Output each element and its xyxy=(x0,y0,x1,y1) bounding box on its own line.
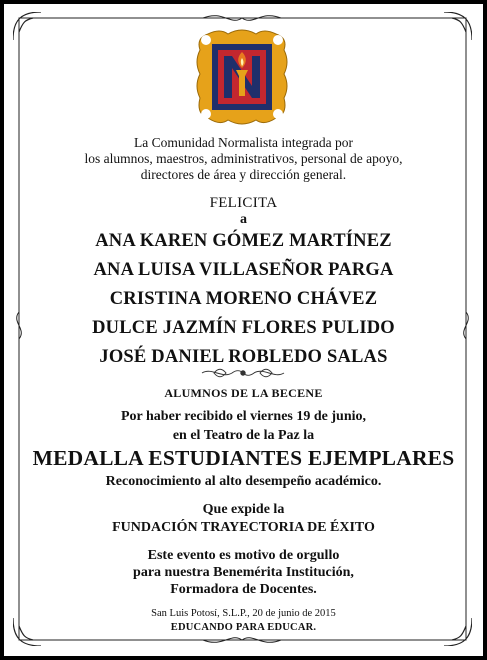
felicita-heading: FELICITA xyxy=(209,195,278,211)
announcement-page xyxy=(4,4,483,656)
intro-line-3: directores de área y dirección general. xyxy=(140,167,347,182)
honoree-name: JOSÉ DANIEL ROBLEDO SALAS xyxy=(99,347,388,367)
honoree-name: CRISTINA MORENO CHÁVEZ xyxy=(109,289,378,309)
closing-line-1: Este evento es motivo de orgullo xyxy=(147,548,340,563)
intro-line-1: La Comunidad Normalista integrada por xyxy=(134,135,353,150)
honoree-name: ANA KAREN GÓMEZ MARTÍNEZ xyxy=(95,231,392,251)
reason-line-2: en el Teatro de la Paz la xyxy=(172,428,315,443)
intro-line-2: los alumnos, maestros, administrativos, personal de apoyo, xyxy=(84,151,403,166)
honoree-name: DULCE JAZMÍN FLORES PULIDO xyxy=(92,318,395,338)
issuer-intro: Que expide la xyxy=(202,502,285,517)
place-date: San Luis Potosí, S.L.P., 20 de junio de 2015 xyxy=(151,608,336,619)
honoree-name: ANA LUISA VILLASEÑOR PARGA xyxy=(93,260,394,280)
closing-line-3: Formadora de Docentes. xyxy=(170,582,317,597)
recognition-line: Reconocimiento al alto desempeño académico. xyxy=(105,474,382,489)
closing-line-2: para nuestra Benemérita Institución, xyxy=(133,565,354,580)
motto: EDUCANDO PARA EDUCAR. xyxy=(170,622,317,633)
issuer-name: FUNDACIÓN TRAYECTORIA DE ÉXITO xyxy=(112,520,375,535)
medal-title: MEDALLA ESTUDIANTES EJEMPLARES xyxy=(32,446,455,470)
institution-crest-logo xyxy=(194,28,290,126)
connector-a: a xyxy=(240,212,247,227)
group-label: ALUMNOS DE LA BECENE xyxy=(164,386,323,400)
ornament-divider xyxy=(200,365,286,381)
reason-line-1: Por haber recibido el viernes 19 de junio, xyxy=(121,409,366,424)
